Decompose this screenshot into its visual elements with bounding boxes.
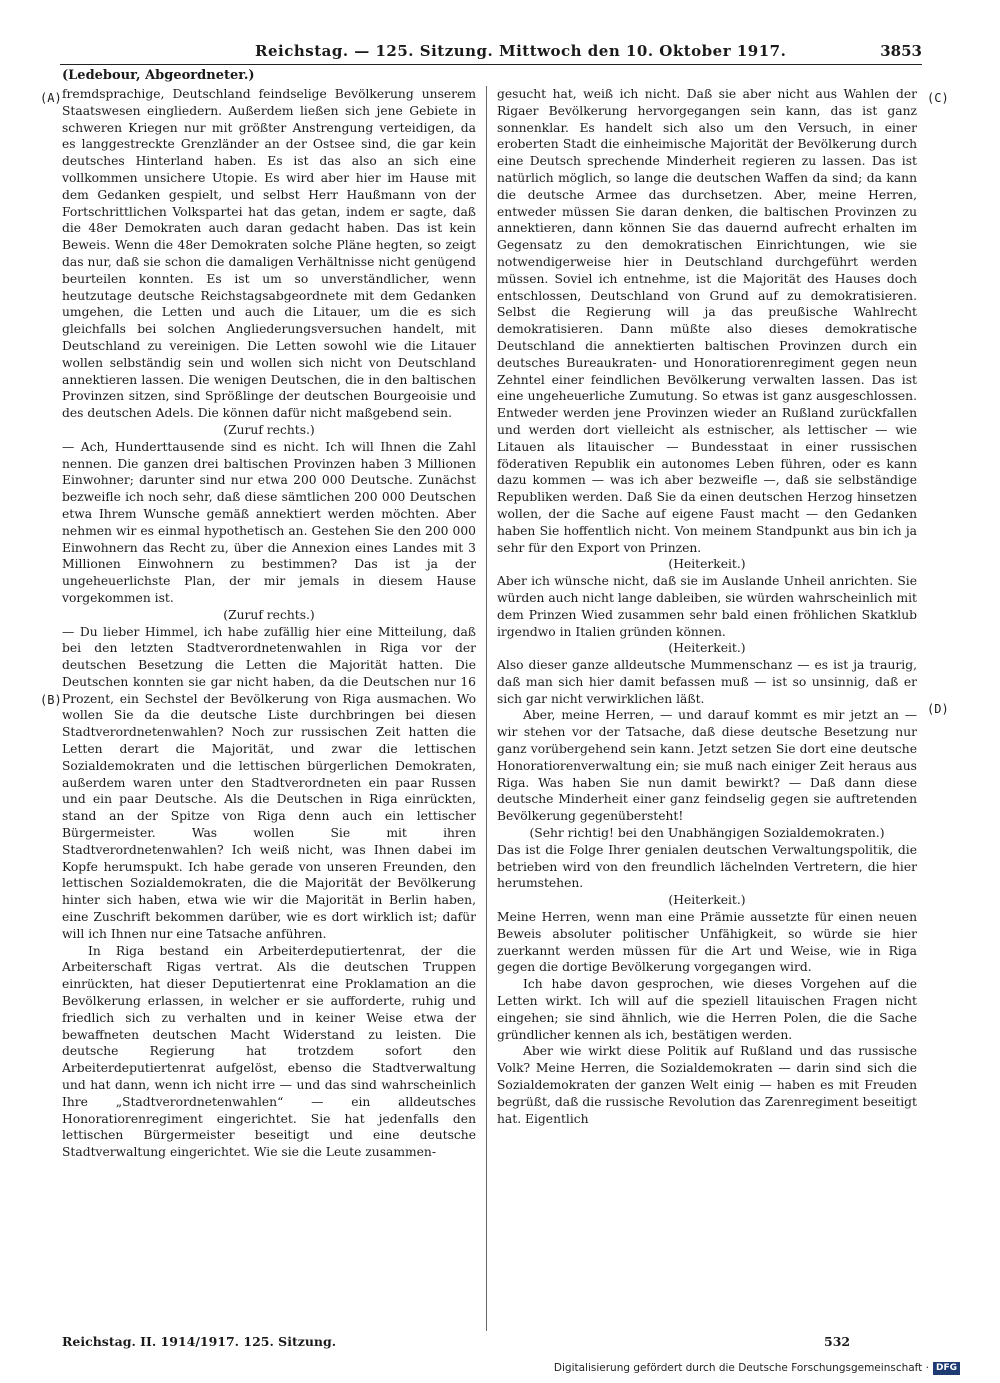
margin-marker-c: (C) <box>927 91 949 105</box>
interjection: (Heiterkeit.) <box>668 641 746 656</box>
speaker-label: (Ledebour, Abgeordneter.) <box>62 68 255 83</box>
column-divider <box>486 86 487 1331</box>
paragraph: Aber ich wünsche nicht, daß sie im Auslande Unheil anrichten. Sie würden auch nicht lange dableiben, sie würden wahrscheinlich mit dem Prinzen Wied zusammen sehr bald einen fröhlichen Skatklub irgendwo in Italien gründen können. <box>497 574 917 639</box>
page-header <box>60 40 922 65</box>
footer-left: Reichstag. II. 1914/1917. 125. Sitzung. <box>62 1334 337 1349</box>
paragraph: Also dieser ganze alldeutsche Mummenschanz — es ist ja traurig, daß man sich hier damit befassen muß — ist so unsinnig, daß er sich gar nicht verwirklichen läßt. <box>497 658 917 706</box>
left-column <box>62 86 476 1336</box>
paragraph: gesucht hat, weiß ich nicht. Daß sie aber nicht aus Wahlen der Rigaer Bevölkerung hervorgegangen sein kann, das ist ganz sonnenklar. Es handelt sich also um den Versuch, in einer eroberten Stadt die einheimische Majorität der Bevölkerung durch eine Deutsch sprechende Minderheit regieren zu lassen. Das ist natürlich möglich, so lange die deutschen Waffen da sind; da kann die deutsche Armee das durchsetzen. Aber, meine Herren, entweder müssen Sie daran denken, die baltischen Provinzen zu annektieren, dann können Sie das dauernd aufrecht erhalten im Gegensatz zu den demokratischen Einrichtungen, wie sie notwendigerweise hier in Deutschland durchgeführt werden müssen. Soviel ich entnehme, ist die Majorität des Hauses doch entschlossen, Deutschland von Grund auf zu demokratisieren. Selbst die Regierung will ja das preußische Wahlrecht demokratisieren. Dann müßte also dieses demokratische Deutschland die annektierten baltischen Provinzen durch ein deutsches Bureaukraten- und Honoratiorenregiment gegen neun Zehntel einer feindlichen Bevölkerung verwalten lassen. Das ist eine ungeheuerliche Zumutung. So etwas ist ganz ausgeschlossen. Entweder werden jene Provinzen wieder an Rußland zurückfallen und werden dort vielleicht als estnischer, als lettischer — wie Litauen als litauischer — Bundesstaat in einer russischen föderativen Republik ein autonomes Leben führen, oder es kann dazu kommen — was ich aber bezweifle —, daß sie selbständige Republiken werden. Daß Sie da einen deutschen Herzog hinsetzen wollen, der die Sache auf eigene Faust macht — den Gedanken haben Sie hoffentlich nicht. Von meinem Standpunkt aus bin ich ja sehr für den Export von Prinzen. <box>497 87 917 555</box>
margin-marker-b: (B) <box>40 693 62 707</box>
interjection: (Zuruf rechts.) <box>223 422 315 437</box>
right-column <box>497 86 917 1336</box>
paragraph: Aber, meine Herren, — und darauf kommt es mir jetzt an — wir stehen vor der Tatsache, daß diese deutsche Besetzung nur ganz vorübergehend sein kann. Jetzt setzen Sie dort eine deutsche Honoratiorenverwaltung ein; sie muß nach einiger Zeit heraus aus Riga. Was haben Sie nun damit bewirkt? — Daß dann diese deutsche Minderheit einer ganz feindselig gegen sie auftretenden Bevölkerung gegenübersteht! <box>497 708 917 824</box>
paragraph: — Ach, Hunderttausende sind es nicht. Ich will Ihnen die Zahl nennen. Die ganzen drei baltischen Provinzen haben 3 Millionen Einwohner; darunter sind nur etwa 200 000 Deutsche. Zunächst bezweifle ich noch sehr, daß diese sämtlichen 200 000 Deutschen etwa Ihrem Wunsche gemäß annektiert werden möchten. Aber nehmen wir es einmal hypothetisch an. Gestehen Sie den 200 000 Einwohnern das Recht zu, über die Annexion eines Landes mit 3 Millionen Einwohnern zu bestimmen? Das ist ja der ungeheuerlichste Plan, der mir jemals in diesem Hause vorgekommen ist. <box>62 439 476 605</box>
footer-signature-number: 532 <box>824 1334 851 1349</box>
paragraph: Aber wie wirkt diese Politik auf Rußland und das russische Volk? Meine Herren, die Sozialdemokraten — darin sind sich die Sozialdemokraten der ganzen Welt einig — haben es mit Freuden begrüßt, daß die russische Revolution das Zarenregiment beseitigt hat. Eigentlich <box>497 1044 917 1126</box>
paragraph: In Riga bestand ein Arbeiterdeputiertenrat, der die Arbeiterschaft Rigas vertrat. Als die deutschen Truppen einrückten, hat dieser Deputiertenrat eine Proklamation an die Bevölkerung erlassen, in welcher er sie aufforderte, ruhig und friedlich sich zu verhalten und in keiner Weise etwa der bewaffneten deutschen Macht Widerstand zu leisten. Die deutsche Regierung hat trotzdem sofort den Arbeiterdeputiertenrat aufgelöst, ebenso die Stadtverwaltung und hat dann, wenn ich nicht irre — und das sind wahrscheinlich Ihre „Stadtverordnetenwahlen“ — ein alldeutsches Honoratiorenregiment eingerichtet. Sie hat jedenfalls den lettischen Bürgermeister beseitigt und eine deutsche Stadtverwaltung eingerichtet. Wie sie die Leute zusammen- <box>62 943 476 1160</box>
header-title: Reichstag. — 125. Sitzung. Mittwoch den 10. Oktober 1917. <box>255 42 787 60</box>
interjection: (Heiterkeit.) <box>668 893 746 908</box>
paragraph: Das ist die Folge Ihrer genialen deutschen Verwaltungspolitik, die betrieben wird von den freundlich lächelnden Vertretern, die hier herumstehen. <box>497 842 917 891</box>
interjection: (Zuruf rechts.) <box>223 607 315 622</box>
page-number: 3853 <box>880 42 922 60</box>
paragraph: Meine Herren, wenn man eine Prämie aussetzte für einen neuen Beweis absoluter politischer Unfähigkeit, so würde sie hier zuerkannt werden müssen für die Art und Weise, wie in Riga gegen die dortige Bevölkerung vorgegangen wird. <box>497 910 917 975</box>
funding-text: Digitalisierung gefördert durch die Deutsche Forschungsgemeinschaft · <box>553 1362 929 1374</box>
paragraph: Ich habe davon gesprochen, wie dieses Vorgehen auf die Letten wirkt. Ich will auf die speziell litauischen Fragen nicht eingehen; sie sind ähnlich, wie die Herren Polen, die die Sache gründlicher kennen als ich, bestätigen werden. <box>497 977 917 1042</box>
paragraph: fremdsprachige, Deutschland feindselige Bevölkerung unserem Staatswesen eingliedern. Außerdem ließen sich jene Gebiete in schweren Kriegen nur mit größter Anstrengung verteidigen, da es langgestreckte Grenzländer an der Ostsee sind, die gar kein deutsches Hinterland haben. Es ist das also an sich eine vollkommen unsichere Utopie. Es wird aber hier im Hause mit dem Gedanken gespielt, und selbst Herr Haußmann von der Fortschrittlichen Volkspartei hat das getan, indem er sagte, daß die 48er Demokraten auch daran gedacht haben. Das ist kein Beweis. Wenn die 48er Demokraten solche Pläne hegten, so zeigt das nur, daß sie schon die damaligen Verhältnisse nicht genügend beurteilen konnten. Es ist um so unverständlicher, wenn heutzutage deutsche Reichstagsabgeordnete mit dem Gedanken umgehen, die Letten und auch die Litauer, um die es sich gleichfalls bei solchen Angliederungsversuchen handelt, mit Deutschland zu vereinigen. Die Letten sowohl wie die Litauer wollen selbständig sein und wollen sich nicht von Deutschland annektieren lassen. Die wenigen Deutschen, die in den baltischen Provinzen sitzen, sind Sprößlinge der deutschen Bourgeoisie und des deutschen Adels. Die können dafür nicht maßgebend sein. <box>62 87 476 421</box>
paragraph: — Du lieber Himmel, ich habe zufällig hier eine Mitteilung, daß bei den letzten Stadtverordnetenwahlen in Riga vor der deutschen Besetzung die Letten die Majorität hatten. Die Deutschen konnten sie gar nicht haben, da die Deutschen nur 16 Prozent, ein Sechstel der Bevölkerung von Riga ausmachen. Wo wollen Sie da die deutsche Liste durchbringen bei diesen Stadtverordnetenwahlen? Noch zur russischen Zeit hatten die Letten derart die Majorität, und zwar die lettischen Sozialdemokraten und die lettischen bürgerlichen Demokraten, außerdem waren unter den Stadtverordneten ein paar Russen und ein paar Deutsche. Als die Deutschen in Riga einrückten, stand an der Spitze von Riga denn auch ein lettischer Bürgermeister. Was wollen Sie mit ihren Stadtverordnetenwahlen? Ich weiß nicht, was Ihnen dabei im Kopfe herumspukt. Ich habe gerade von unseren Freunden, den lettischen Sozialdemokraten, die die Majorität der Bevölkerung hinter sich haben, etwa wie wir die Majorität in Berlin haben, eine Zuschrift bekommen darüber, wie es dort wirklich ist; dafür will ich Ihnen nur eine Tatsache anführen. <box>62 624 476 941</box>
interjection: (Heiterkeit.) <box>668 557 746 572</box>
dfg-logo-icon: DFG <box>933 1362 960 1375</box>
margin-marker-a: (A) <box>40 91 62 105</box>
margin-marker-d: (D) <box>927 702 949 716</box>
funding-note <box>554 1361 960 1375</box>
interjection: (Sehr richtig! bei den Unabhängigen Sozialdemokraten.) <box>529 826 885 841</box>
